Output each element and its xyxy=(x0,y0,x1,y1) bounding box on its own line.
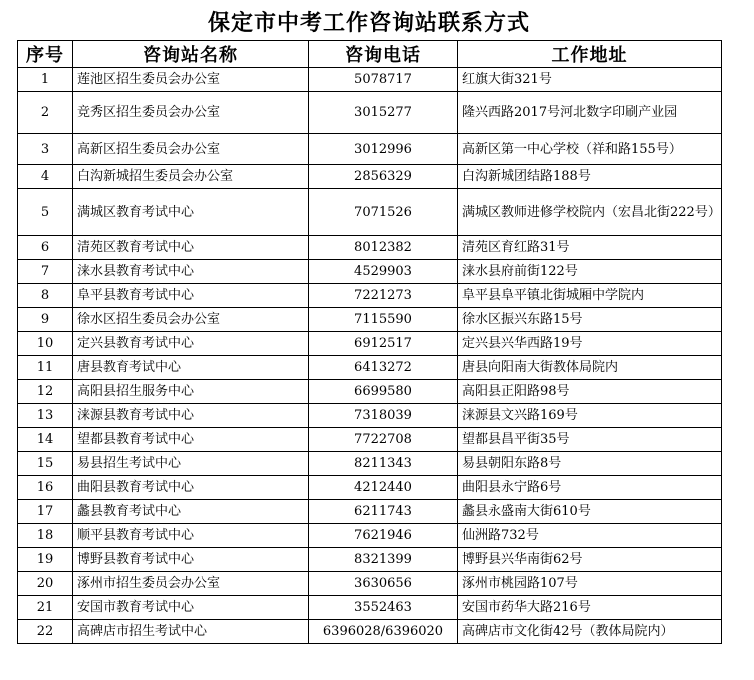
table-row xyxy=(18,92,722,134)
table-row xyxy=(18,404,722,428)
cell-phone: 3552463 xyxy=(309,596,458,620)
table-row xyxy=(18,596,722,620)
cell-address: 高碑店市文化街42号（教体局院内） xyxy=(458,620,722,644)
cell-station-name: 高碑店市招生考试中心 xyxy=(73,620,309,644)
cell-address: 涞源县文兴路169号 xyxy=(458,404,722,428)
cell-station-name: 涞水县教育考试中心 xyxy=(73,260,309,284)
table-row xyxy=(18,380,722,404)
cell-seq: 2 xyxy=(18,92,73,134)
cell-address: 红旗大街321号 xyxy=(458,68,722,92)
cell-seq: 14 xyxy=(18,428,73,452)
cell-station-name: 白沟新城招生委员会办公室 xyxy=(73,165,309,189)
cell-address: 易县朝阳东路8号 xyxy=(458,452,722,476)
table-row xyxy=(18,236,722,260)
cell-seq: 21 xyxy=(18,596,73,620)
cell-phone: 7115590 xyxy=(309,308,458,332)
cell-station-name: 满城区教育考试中心 xyxy=(73,189,309,236)
cell-address: 清苑区育红路31号 xyxy=(458,236,722,260)
cell-station-name: 望都县教育考试中心 xyxy=(73,428,309,452)
cell-phone: 7621946 xyxy=(309,524,458,548)
cell-phone: 6413272 xyxy=(309,356,458,380)
cell-station-name: 曲阳县教育考试中心 xyxy=(73,476,309,500)
table-body xyxy=(18,68,722,644)
cell-station-name: 蠡县教育考试中心 xyxy=(73,500,309,524)
cell-address: 隆兴西路2017号河北数字印刷产业园 xyxy=(458,92,722,134)
cell-address: 蠡县永盛南大街610号 xyxy=(458,500,722,524)
cell-address: 仙洲路732号 xyxy=(458,524,722,548)
cell-address: 唐县向阳南大街教体局院内 xyxy=(458,356,722,380)
cell-address: 高新区第一中心学校（祥和路155号） xyxy=(458,134,722,165)
header-seq: 序号 xyxy=(18,41,73,68)
cell-phone: 3012996 xyxy=(309,134,458,165)
contact-table xyxy=(17,40,722,644)
cell-station-name: 涞源县教育考试中心 xyxy=(73,404,309,428)
cell-station-name: 竞秀区招生委员会办公室 xyxy=(73,92,309,134)
table-row xyxy=(18,332,722,356)
cell-phone: 8321399 xyxy=(309,548,458,572)
table-row xyxy=(18,572,722,596)
table-row xyxy=(18,134,722,165)
cell-phone: 8012382 xyxy=(309,236,458,260)
cell-address: 白沟新城团结路188号 xyxy=(458,165,722,189)
table-row xyxy=(18,308,722,332)
table-row xyxy=(18,260,722,284)
cell-seq: 13 xyxy=(18,404,73,428)
table-row xyxy=(18,165,722,189)
table-row xyxy=(18,452,722,476)
cell-station-name: 顺平县教育考试中心 xyxy=(73,524,309,548)
page-title: 保定市中考工作咨询站联系方式 xyxy=(207,10,530,36)
table-row xyxy=(18,284,722,308)
cell-address: 满城区教师进修学校院内（宏昌北街222号） xyxy=(458,189,722,236)
header-phone: 咨询电话 xyxy=(309,41,458,68)
header-station-name: 咨询站名称 xyxy=(73,41,309,68)
cell-station-name: 唐县教育考试中心 xyxy=(73,356,309,380)
cell-seq: 12 xyxy=(18,380,73,404)
cell-address: 高阳县正阳路98号 xyxy=(458,380,722,404)
cell-phone: 2856329 xyxy=(309,165,458,189)
table-row xyxy=(18,524,722,548)
cell-phone: 4529903 xyxy=(309,260,458,284)
cell-station-name: 阜平县教育考试中心 xyxy=(73,284,309,308)
cell-station-name: 徐水区招生委员会办公室 xyxy=(73,308,309,332)
cell-station-name: 高阳县招生服务中心 xyxy=(73,380,309,404)
cell-station-name: 博野县教育考试中心 xyxy=(73,548,309,572)
cell-address: 阜平县阜平镇北街城厢中学院内 xyxy=(458,284,722,308)
cell-address: 徐水区振兴东路15号 xyxy=(458,308,722,332)
table-row xyxy=(18,548,722,572)
cell-seq: 19 xyxy=(18,548,73,572)
cell-station-name: 清苑区教育考试中心 xyxy=(73,236,309,260)
cell-station-name: 高新区招生委员会办公室 xyxy=(73,134,309,165)
cell-phone: 3015277 xyxy=(309,92,458,134)
cell-station-name: 莲池区招生委员会办公室 xyxy=(73,68,309,92)
table-row xyxy=(18,356,722,380)
cell-seq: 6 xyxy=(18,236,73,260)
cell-phone: 4212440 xyxy=(309,476,458,500)
cell-station-name: 涿州市招生委员会办公室 xyxy=(73,572,309,596)
cell-seq: 17 xyxy=(18,500,73,524)
cell-phone: 6912517 xyxy=(309,332,458,356)
cell-seq: 10 xyxy=(18,332,73,356)
cell-phone: 6396028/6396020 xyxy=(309,620,458,644)
cell-address: 涞水县府前街122号 xyxy=(458,260,722,284)
cell-seq: 15 xyxy=(18,452,73,476)
cell-seq: 18 xyxy=(18,524,73,548)
cell-seq: 3 xyxy=(18,134,73,165)
cell-seq: 11 xyxy=(18,356,73,380)
cell-address: 博野县兴华南街62号 xyxy=(458,548,722,572)
cell-seq: 8 xyxy=(18,284,73,308)
cell-phone: 5078717 xyxy=(309,68,458,92)
cell-phone: 3630656 xyxy=(309,572,458,596)
cell-address: 望都县昌平街35号 xyxy=(458,428,722,452)
table-row xyxy=(18,68,722,92)
cell-address: 定兴县兴华西路19号 xyxy=(458,332,722,356)
table-row xyxy=(18,620,722,644)
table-header-row xyxy=(18,41,722,68)
cell-seq: 5 xyxy=(18,189,73,236)
cell-phone: 7071526 xyxy=(309,189,458,236)
table-row xyxy=(18,428,722,452)
cell-phone: 7318039 xyxy=(309,404,458,428)
cell-address: 涿州市桃园路107号 xyxy=(458,572,722,596)
cell-address: 曲阳县永宁路6号 xyxy=(458,476,722,500)
cell-seq: 4 xyxy=(18,165,73,189)
table-row xyxy=(18,189,722,236)
cell-phone: 8211343 xyxy=(309,452,458,476)
cell-phone: 7221273 xyxy=(309,284,458,308)
cell-seq: 16 xyxy=(18,476,73,500)
cell-seq: 20 xyxy=(18,572,73,596)
cell-station-name: 安国市教育考试中心 xyxy=(73,596,309,620)
cell-phone: 7722708 xyxy=(309,428,458,452)
table-row xyxy=(18,476,722,500)
cell-seq: 1 xyxy=(18,68,73,92)
cell-phone: 6699580 xyxy=(309,380,458,404)
cell-seq: 22 xyxy=(18,620,73,644)
cell-seq: 9 xyxy=(18,308,73,332)
table-row xyxy=(18,500,722,524)
cell-phone: 6211743 xyxy=(309,500,458,524)
cell-station-name: 易县招生考试中心 xyxy=(73,452,309,476)
cell-station-name: 定兴县教育考试中心 xyxy=(73,332,309,356)
cell-address: 安国市药华大路216号 xyxy=(458,596,722,620)
header-address: 工作地址 xyxy=(458,41,722,68)
cell-seq: 7 xyxy=(18,260,73,284)
